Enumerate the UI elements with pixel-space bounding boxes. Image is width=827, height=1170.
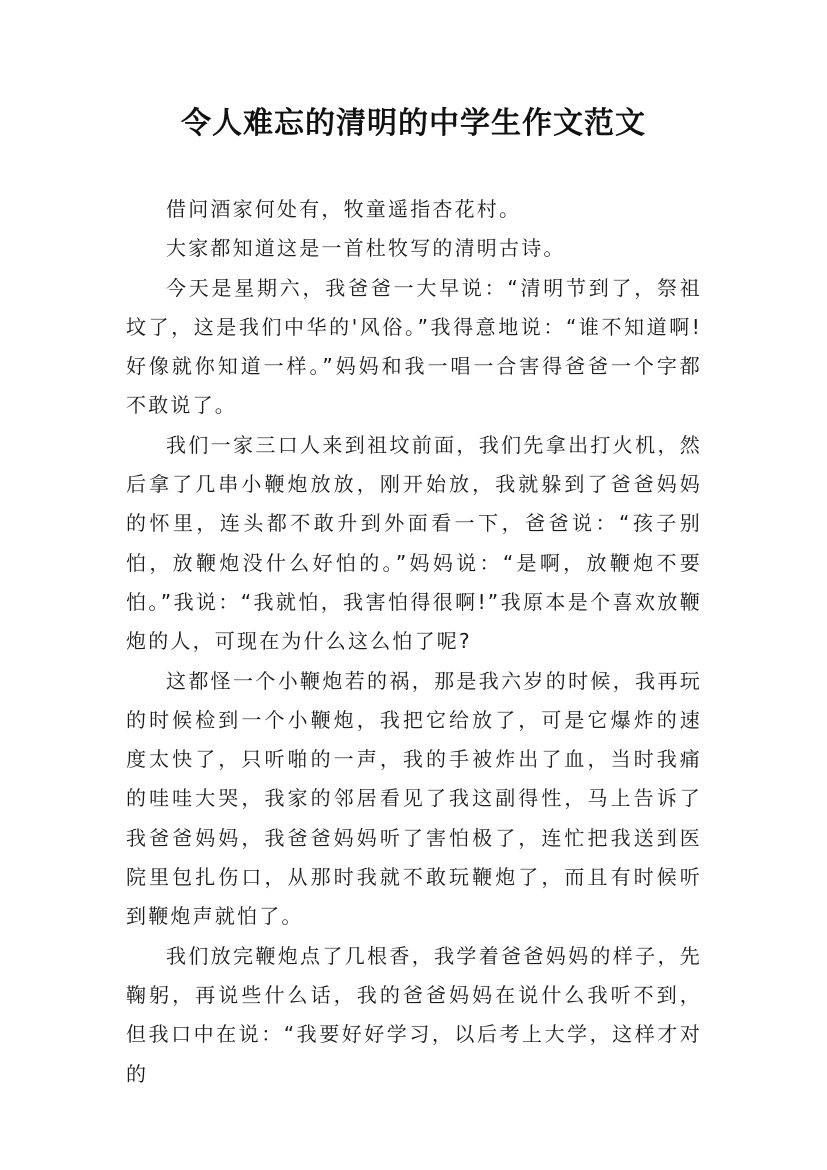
paragraph-1: 借问酒家何处有，牧童遥指杏花村。: [166, 197, 522, 221]
paragraph-6: 我们放完鞭炮点了几根香，我学着爸爸妈妈的样子，先鞠躬，再说些什么话，我的爸爸妈妈在说什么我听不到，但我口中在说：“我要好好学习，以后考上大学，这样才对的: [126, 943, 702, 1086]
paragraph-2: 大家都知道这是一首杜牧写的清明古诗。: [166, 236, 566, 261]
paragraph-4: 我们一家三口人来到祖坟前面，我们先拿出打火机，然后拿了几串小鞭炮放放，刚开始放，我就躲到了爸爸妈妈的怀里，连头都不敢升到外面看一下，爸爸说：“孩子别怕，放鞭炮没什么好怕的。”妈妈说：“是啊，放鞭炮不要怕。”我说：“我就怕，我害怕得很啊!”我原本是个喜欢放鞭炮的人，可现在为什么这么怕了呢?: [126, 432, 702, 654]
document-body: [126, 190, 702, 1094]
document-title: 令人难忘的清明的中学生作文范文: [181, 106, 646, 141]
paragraph-3: 今天是星期六，我爸爸一大早说：“清明节到了，祭祖坟了，这是我们中华的'风俗。”我得意地说：“谁不知道啊!好像就你知道一样。”妈妈和我一唱一合害得爸爸一个字都不敢说了。: [126, 275, 702, 418]
paragraph-5: 这都怪一个小鞭炮若的祸，那是我六岁的时候，我再玩的时候检到一个小鞭炮，我把它给放了，可是它爆炸的速度太快了，只听啪的一声，我的手被炸出了血，当时我痛的哇哇大哭，我家的邻居看见了我这副得性，马上告诉了我爸爸妈妈，我爸爸妈妈听了害怕极了，连忙把我送到医院里包扎伤口，从那时我就不敢玩鞭炮了，而且有时候听到鞭炮声就怕了。: [126, 668, 702, 929]
